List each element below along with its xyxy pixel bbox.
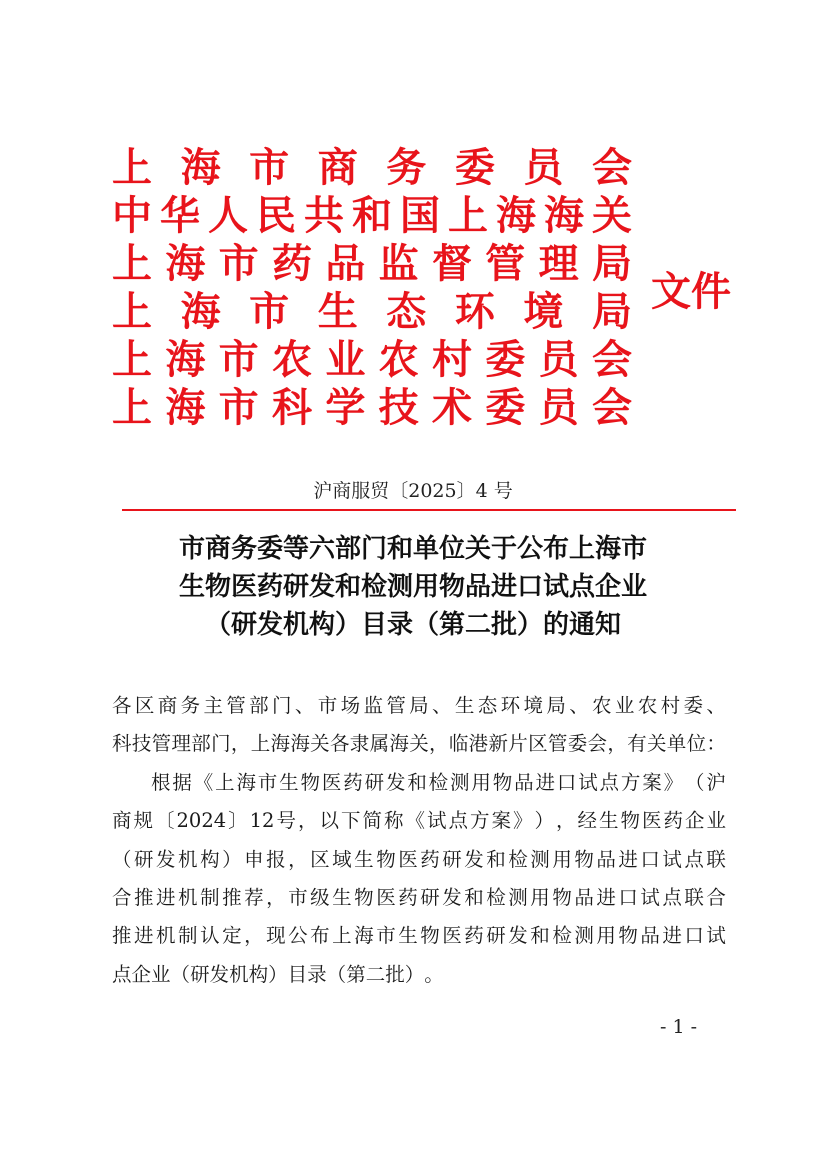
- text-segment: 管: [547, 732, 568, 756]
- text-segment: 二: [365, 962, 386, 986]
- text-segment: 人: [208, 193, 248, 239]
- text-segment: 研: [420, 885, 440, 909]
- text-segment: 术: [431, 385, 472, 431]
- text-segment: 进: [596, 885, 616, 909]
- text-segment: 海: [165, 337, 206, 383]
- issuer-agriculture-rural-commission: [112, 336, 632, 384]
- text-segment: 上: [112, 385, 152, 431]
- text-segment: 海: [290, 732, 310, 756]
- text-segment: 点: [684, 847, 704, 871]
- text-segment: 海: [270, 732, 291, 756]
- text-segment: 市: [249, 145, 290, 191]
- text-segment: 管: [226, 694, 246, 717]
- text-segment: 生: [317, 289, 358, 335]
- text-segment: 共: [304, 193, 344, 239]
- document-label: 文件: [651, 269, 731, 315]
- text-segment: 机: [156, 924, 176, 948]
- text-segment: 物: [574, 847, 594, 871]
- text-segment: 各: [112, 694, 132, 717]
- text-segment: 物: [354, 885, 374, 909]
- text-segment: 局: [591, 289, 632, 335]
- text-segment: 、: [432, 694, 452, 717]
- text-segment: 局: [546, 694, 566, 717]
- text-segment: ，: [297, 809, 318, 833]
- text-segment: 上: [112, 289, 152, 335]
- text-segment: 企: [684, 809, 705, 833]
- text-segment: 构: [248, 962, 269, 986]
- text-segment: 技: [378, 385, 419, 431]
- text-segment: 测: [450, 770, 470, 794]
- text-segment: 生: [354, 847, 374, 871]
- text-segment: 进: [535, 770, 555, 794]
- text-segment: 品: [640, 924, 660, 948]
- text-segment: 药: [271, 241, 312, 287]
- text-segment: 点: [599, 770, 620, 794]
- text-segment: 片: [508, 732, 528, 756]
- text-segment: （: [684, 770, 705, 794]
- text-segment: 有: [627, 732, 647, 756]
- text-segment: 《: [405, 809, 425, 833]
- text-segment: 下: [340, 809, 361, 833]
- document-body: [112, 687, 726, 994]
- text-segment: 和: [407, 770, 427, 794]
- text-segment: 物: [552, 885, 572, 909]
- text-segment: 机: [178, 847, 198, 871]
- text-segment: 员: [538, 385, 579, 431]
- text-segment: 2024: [176, 809, 227, 833]
- text-segment: 规: [133, 809, 154, 833]
- text-segment: 、: [706, 694, 726, 717]
- text-segment: 联: [706, 847, 726, 871]
- text-segment: 批: [385, 962, 405, 986]
- text-segment: 和: [352, 193, 392, 239]
- issuer-ecology-environment-bureau: [112, 288, 632, 336]
- text-segment: 试: [640, 885, 660, 909]
- text-segment: 市: [317, 694, 338, 717]
- text-segment: 物: [618, 924, 638, 948]
- text-segment: 医: [442, 924, 462, 948]
- text-segment: 商: [157, 694, 178, 717]
- text-segment: 委: [485, 385, 526, 431]
- text-segment: 物: [620, 809, 640, 833]
- text-segment: 检: [508, 847, 528, 871]
- page-number: - 1 -: [660, 1016, 698, 1038]
- text-segment: 用: [530, 885, 550, 909]
- text-segment: 布: [310, 924, 330, 948]
- text-segment: 录: [307, 962, 327, 986]
- text-segment: 称: [383, 809, 404, 833]
- text-segment: 物: [420, 924, 440, 948]
- text-segment: 海: [496, 193, 536, 239]
- text-segment: 号: [276, 809, 296, 833]
- text-segment: 域: [332, 847, 352, 871]
- text-segment: 海: [354, 924, 374, 948]
- text-segment: 会: [591, 145, 632, 191]
- text-segment: 业: [325, 337, 366, 383]
- text-segment: ）: [534, 809, 554, 833]
- text-segment: 上: [448, 193, 488, 239]
- body-paragraph-line: [112, 841, 726, 879]
- issuer-shanghai-customs: [112, 192, 632, 240]
- text-segment: ，: [429, 732, 449, 756]
- text-segment: 研: [134, 847, 154, 871]
- text-segment: 测: [530, 847, 550, 871]
- text-segment: 、: [294, 694, 315, 717]
- text-segment: 研: [364, 770, 385, 794]
- text-segment: 物: [300, 770, 321, 794]
- text-segment: 农: [592, 694, 612, 717]
- text-segment: 属: [369, 732, 390, 756]
- text-segment: 生: [598, 809, 619, 833]
- text-segment: 业: [151, 962, 171, 986]
- text-segment: 检: [428, 770, 449, 794]
- text-segment: 委: [454, 145, 495, 191]
- text-segment: 药: [464, 924, 484, 948]
- text-segment: 务: [386, 145, 427, 191]
- text-segment: 和: [530, 924, 550, 948]
- text-segment: 。: [424, 962, 444, 986]
- text-segment: 科: [112, 732, 132, 756]
- text-segment: 检: [486, 885, 506, 909]
- body-paragraph-line: [112, 879, 726, 917]
- text-segment: 构: [200, 847, 220, 871]
- text-segment: 医: [321, 770, 342, 794]
- text-segment: 理: [171, 732, 191, 756]
- text-segment: 和: [464, 885, 484, 909]
- text-segment: 用: [596, 924, 616, 948]
- text-segment: 检: [552, 924, 572, 948]
- text-segment: 药: [398, 885, 418, 909]
- text-segment: 根: [151, 770, 171, 794]
- text-segment: 试: [426, 809, 447, 833]
- text-segment: 进: [662, 924, 682, 948]
- text-segment: 方: [620, 770, 641, 794]
- text-segment: （: [112, 847, 132, 871]
- text-segment: 口: [640, 847, 660, 871]
- text-segment: 12: [249, 809, 275, 833]
- text-segment: 方: [469, 809, 490, 833]
- text-segment: 管: [386, 694, 406, 717]
- text-segment: 口: [618, 885, 638, 909]
- addressee-line: [112, 725, 726, 763]
- text-segment: ，: [266, 885, 286, 909]
- text-segment: 关: [409, 732, 429, 756]
- text-segment: 单: [666, 732, 687, 756]
- text-segment: 口: [556, 770, 577, 794]
- title-line: 市商务委等六部门和单位关于公布上海市: [178, 534, 647, 564]
- text-segment: 测: [508, 885, 528, 909]
- text-segment: 海: [544, 193, 584, 239]
- text-segment: 区: [528, 732, 548, 756]
- text-segment: 口: [684, 924, 704, 948]
- text-segment: 区: [310, 847, 330, 871]
- text-segment: ）: [404, 962, 425, 986]
- body-paragraph-line: [112, 917, 726, 955]
- text-segment: 环: [454, 289, 495, 335]
- body-paragraph-line: [112, 802, 726, 840]
- text-segment: 发: [209, 962, 230, 986]
- text-segment: 上: [112, 241, 152, 287]
- text-segment: 科: [271, 385, 312, 431]
- issuer-drug-administration: [112, 240, 632, 288]
- text-segment: 海: [236, 770, 256, 794]
- text-segment: 海: [165, 385, 206, 431]
- text-segment: 定: [222, 924, 242, 948]
- text-segment: 荐: [244, 885, 264, 909]
- text-segment: 上: [112, 145, 152, 191]
- text-segment: 关: [646, 732, 667, 756]
- text-segment: 市: [257, 770, 278, 794]
- text-segment: 市: [218, 385, 259, 431]
- text-segment: 研: [190, 962, 210, 986]
- text-segment: 医: [641, 809, 662, 833]
- text-segment: 农: [271, 337, 312, 383]
- text-segment: 认: [200, 924, 220, 948]
- text-segment: 海: [180, 289, 221, 335]
- text-segment: 试: [578, 770, 598, 794]
- text-segment: 研: [486, 924, 506, 948]
- text-segment: 药: [663, 809, 683, 833]
- text-segment: 、: [569, 694, 589, 717]
- text-segment: 目: [287, 962, 308, 986]
- text-segment: ，: [607, 732, 627, 756]
- text-segment: 隶: [349, 732, 370, 756]
- text-segment: （: [326, 962, 347, 986]
- text-segment: 委: [683, 694, 703, 717]
- text-segment: 村: [431, 337, 472, 383]
- document-title: [100, 530, 726, 644]
- body-paragraph-line: [112, 764, 726, 802]
- text-segment: ：: [706, 732, 726, 756]
- title-line: 生物医药研发和检测用物品进口试点企业: [178, 572, 647, 602]
- title-line: （研发机构）目录（第二批）的通知: [204, 610, 621, 640]
- text-segment: 农: [637, 694, 658, 717]
- text-segment: 发: [156, 847, 176, 871]
- text-segment: 员: [538, 337, 579, 383]
- text-segment: 区: [134, 694, 155, 717]
- text-segment: 研: [442, 847, 462, 871]
- text-segment: 现: [266, 924, 286, 948]
- text-segment: 简: [362, 809, 382, 833]
- text-segment: 联: [684, 885, 704, 909]
- text-segment: 》: [663, 770, 684, 794]
- text-segment: ，: [288, 847, 308, 871]
- text-segment: 推: [112, 924, 132, 948]
- text-segment: 机: [229, 962, 249, 986]
- text-segment: 会: [587, 732, 608, 756]
- issuer-header: [112, 144, 632, 432]
- text-segment: 发: [442, 885, 462, 909]
- text-segment: 据: [172, 770, 192, 794]
- text-segment: 商: [112, 809, 132, 833]
- text-segment: 市: [376, 924, 396, 948]
- text-segment: 进: [156, 885, 176, 909]
- text-segment: ）: [268, 962, 288, 986]
- text-segment: 督: [431, 241, 472, 287]
- text-segment: 制: [178, 924, 198, 948]
- text-segment: ，: [555, 809, 576, 833]
- text-segment: 员: [523, 145, 564, 191]
- text-segment: 医: [376, 885, 396, 909]
- text-segment: 市: [288, 885, 308, 909]
- text-segment: ，: [230, 732, 251, 756]
- text-segment: 海: [165, 241, 206, 287]
- text-segment: 市: [218, 241, 259, 287]
- text-segment: 进: [134, 924, 154, 948]
- text-segment: 生: [332, 885, 352, 909]
- text-segment: 农: [378, 337, 419, 383]
- body-paragraph-line: [112, 956, 726, 994]
- text-segment: 试: [662, 847, 682, 871]
- text-segment: 关: [310, 732, 330, 756]
- text-segment: 《: [193, 770, 214, 794]
- text-segment: 》: [512, 809, 533, 833]
- text-segment: （: [170, 962, 191, 986]
- text-segment: 点: [112, 962, 132, 986]
- text-segment: 药: [343, 770, 363, 794]
- text-segment: 发: [385, 770, 406, 794]
- text-segment: 业: [614, 694, 635, 717]
- text-segment: 务: [180, 694, 201, 717]
- addressee-line: [112, 687, 726, 725]
- text-segment: 试: [706, 924, 726, 948]
- text-segment: 生: [454, 694, 475, 717]
- text-segment: 级: [310, 885, 330, 909]
- text-segment: 生: [279, 770, 299, 794]
- red-separator-line: [122, 509, 736, 511]
- text-segment: 用: [552, 847, 572, 871]
- text-segment: 上: [112, 337, 152, 383]
- text-segment: 物: [376, 847, 396, 871]
- text-segment: 上: [332, 924, 352, 948]
- text-segment: 〕: [228, 809, 248, 833]
- text-segment: 品: [574, 885, 594, 909]
- text-segment: 发: [464, 847, 484, 871]
- text-segment: 医: [398, 847, 418, 871]
- text-segment: 药: [420, 847, 440, 871]
- text-segment: ，: [244, 924, 264, 948]
- text-segment: 制: [200, 885, 220, 909]
- text-segment: 经: [577, 809, 597, 833]
- text-segment: 监: [378, 241, 419, 287]
- text-segment: 会: [591, 337, 632, 383]
- text-segment: 报: [266, 847, 286, 871]
- text-segment: 上: [215, 770, 235, 794]
- text-segment: 进: [618, 847, 638, 871]
- text-segment: ）: [222, 847, 242, 871]
- text-segment: 主: [203, 694, 223, 717]
- issuer-science-technology-commission: [112, 384, 632, 432]
- text-segment: 企: [131, 962, 152, 986]
- text-segment: 第: [346, 962, 366, 986]
- text-segment: 境: [523, 694, 543, 717]
- text-segment: 物: [492, 770, 513, 794]
- text-segment: 国: [400, 193, 440, 239]
- text-segment: 村: [660, 694, 681, 717]
- text-segment: 局: [591, 241, 632, 287]
- text-segment: 机: [178, 885, 198, 909]
- text-segment: 申: [244, 847, 264, 871]
- text-segment: 部: [249, 694, 269, 717]
- text-segment: 品: [514, 770, 534, 794]
- text-segment: 港: [468, 732, 489, 756]
- text-segment: 华: [160, 193, 200, 239]
- text-segment: 委: [567, 732, 588, 756]
- document-number: 沪商服贸〔2025〕4 号: [313, 480, 513, 502]
- issuer-commerce-commission: [112, 144, 632, 192]
- text-segment: 测: [574, 924, 594, 948]
- text-segment: 点: [448, 809, 468, 833]
- text-segment: 关: [592, 193, 632, 239]
- text-segment: 会: [591, 385, 632, 431]
- text-segment: 合: [706, 885, 726, 909]
- text-segment: 民: [256, 193, 296, 239]
- text-segment: 场: [340, 694, 361, 717]
- text-segment: 和: [486, 847, 506, 871]
- text-segment: 态: [477, 694, 498, 717]
- text-segment: 沪: [706, 770, 726, 794]
- text-segment: 合: [112, 885, 132, 909]
- text-segment: 点: [662, 885, 682, 909]
- text-segment: 管: [485, 241, 526, 287]
- text-segment: 态: [386, 289, 427, 335]
- text-segment: 技: [131, 732, 152, 756]
- text-segment: 用: [471, 770, 491, 794]
- text-segment: 新: [488, 732, 508, 756]
- text-segment: 推: [134, 885, 154, 909]
- text-segment: 各: [329, 732, 350, 756]
- text-segment: 市: [249, 289, 290, 335]
- text-segment: 业: [706, 809, 726, 833]
- text-segment: 案: [642, 770, 662, 794]
- text-segment: 发: [508, 924, 528, 948]
- text-segment: 学: [325, 385, 366, 431]
- text-segment: 位: [686, 732, 707, 756]
- text-segment: 门: [211, 732, 231, 756]
- text-segment: 品: [325, 241, 366, 287]
- text-segment: 上: [250, 732, 271, 756]
- text-segment: 部: [191, 732, 211, 756]
- text-segment: 委: [485, 337, 526, 383]
- text-segment: 监: [363, 694, 383, 717]
- text-segment: 环: [500, 694, 521, 717]
- text-segment: 案: [491, 809, 511, 833]
- text-segment: 中: [112, 193, 152, 239]
- text-segment: 生: [398, 924, 418, 948]
- text-segment: 理: [538, 241, 579, 287]
- text-segment: 海: [389, 732, 409, 756]
- text-segment: 公: [288, 924, 308, 948]
- text-segment: 商: [317, 145, 358, 191]
- text-segment: 市: [218, 337, 259, 383]
- text-segment: 境: [523, 289, 564, 335]
- text-segment: 门: [272, 694, 292, 717]
- text-segment: 以: [319, 809, 339, 833]
- text-segment: 海: [180, 145, 221, 191]
- text-segment: 〔: [155, 809, 175, 833]
- text-segment: 局: [409, 694, 429, 717]
- text-segment: 品: [596, 847, 616, 871]
- text-segment: 推: [222, 885, 242, 909]
- text-segment: 临: [448, 732, 469, 756]
- text-segment: 管: [151, 732, 172, 756]
